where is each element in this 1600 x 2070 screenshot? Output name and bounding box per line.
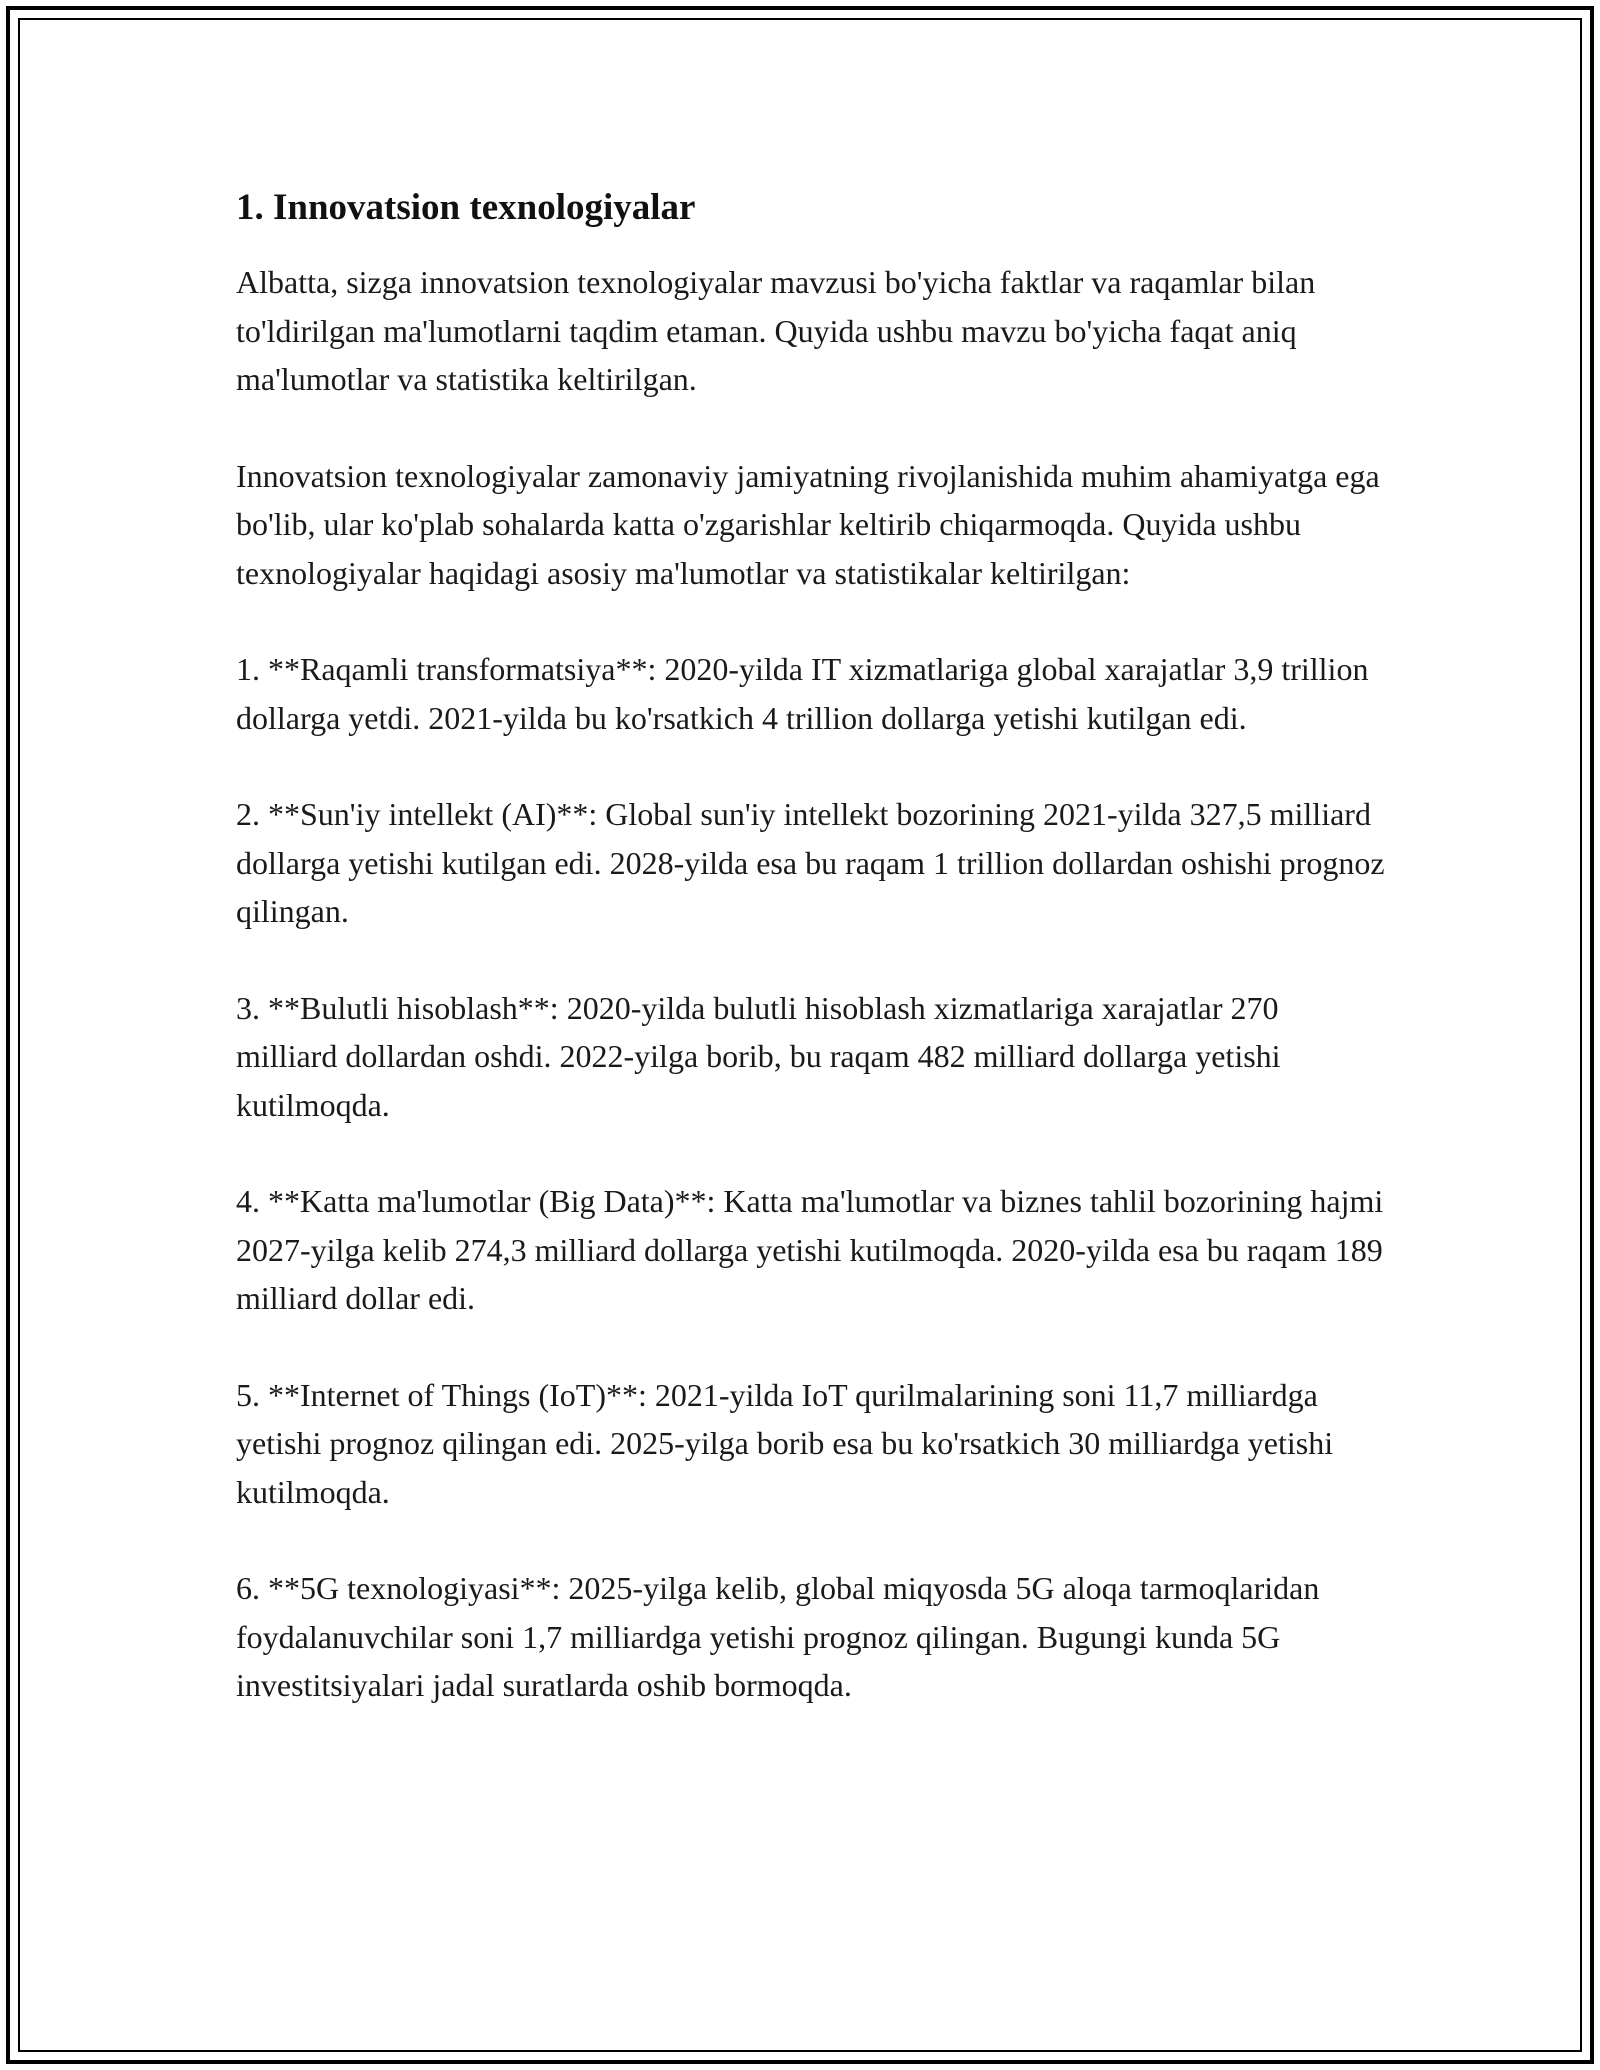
overview-paragraph: Innovatsion texnologiyalar zamonaviy jamiyatning rivojlanishida muhim ahamiyatga ega bo'lib, ular ko'plab sohalarda katta o'zgarishlar keltirib chiqarmoqda. Quyida ushbu texnologiyalar haqidagi asosiy ma'lumotlar va statistikalar keltirilgan:	[236, 457, 1380, 591]
section-heading: 1. Innovatsion texnologiyalar	[236, 187, 696, 228]
item-digital-transformation: 1. **Raqamli transformatsiya**: 2020-yilda IT xizmatlariga global xarajatlar 3,9 trillion dollarga yetdi. 2021-yilda bu ko'rsatkich 4 trillion dollarga yetishi kutilgan edi.	[236, 651, 1369, 736]
document-body	[236, 186, 1386, 1758]
intro-paragraph: Albatta, sizga innovatsion texnologiyalar mavzusi bo'yicha faktlar va raqamlar bilan to'ldirilgan ma'lumotlarni taqdim etaman. Quyida ushbu mavzu bo'yicha faqat aniq ma'lumotlar va statistika keltirilgan.	[236, 264, 1316, 397]
item-5g-technology: 6. **5G texnologiyasi**: 2025-yilga kelib, global miqyosda 5G aloqa tarmoqlaridan foydalanuvchilar soni 1,7 milliardga yetishi prognoz qilingan. Bugungi kunda 5G investitsiyalari jadal suratlarda oshib bormoqda.	[236, 1570, 1320, 1703]
item-internet-of-things: 5. **Internet of Things (IoT)**: 2021-yilda IoT qurilmalarining soni 11,7 milliardga yetishi prognoz qilingan edi. 2025-yilga borib esa bu ko'rsatkich 30 milliardga yetishi kutilmoqda.	[236, 1376, 1334, 1510]
item-artificial-intelligence: 2. **Sun'iy intellekt (AI)**: Global sun'iy intellekt bozorining 2021-yilda 327,5 milliard dollarga yetishi kutilgan edi. 2028-yilda esa bu raqam 1 trillion dollardan oshishi prognoz qilingan.	[236, 796, 1385, 929]
item-big-data: 4. **Katta ma'lumotlar (Big Data)**: Katta ma'lumotlar va biznes tahlil bozorining hajmi 2027-yilga kelib 274,3 milliard dollarga yetishi kutilmoqda. 2020-yilda esa bu raqam 189 milliard dollar edi.	[236, 1183, 1384, 1316]
item-cloud-computing: 3. **Bulutli hisoblash**: 2020-yilda bulutli hisoblash xizmatlariga xarajatlar 270 milliard dollardan oshdi. 2022-yilga borib, bu raqam 482 milliard dollarga yetishi kutilmoqda.	[236, 989, 1281, 1123]
